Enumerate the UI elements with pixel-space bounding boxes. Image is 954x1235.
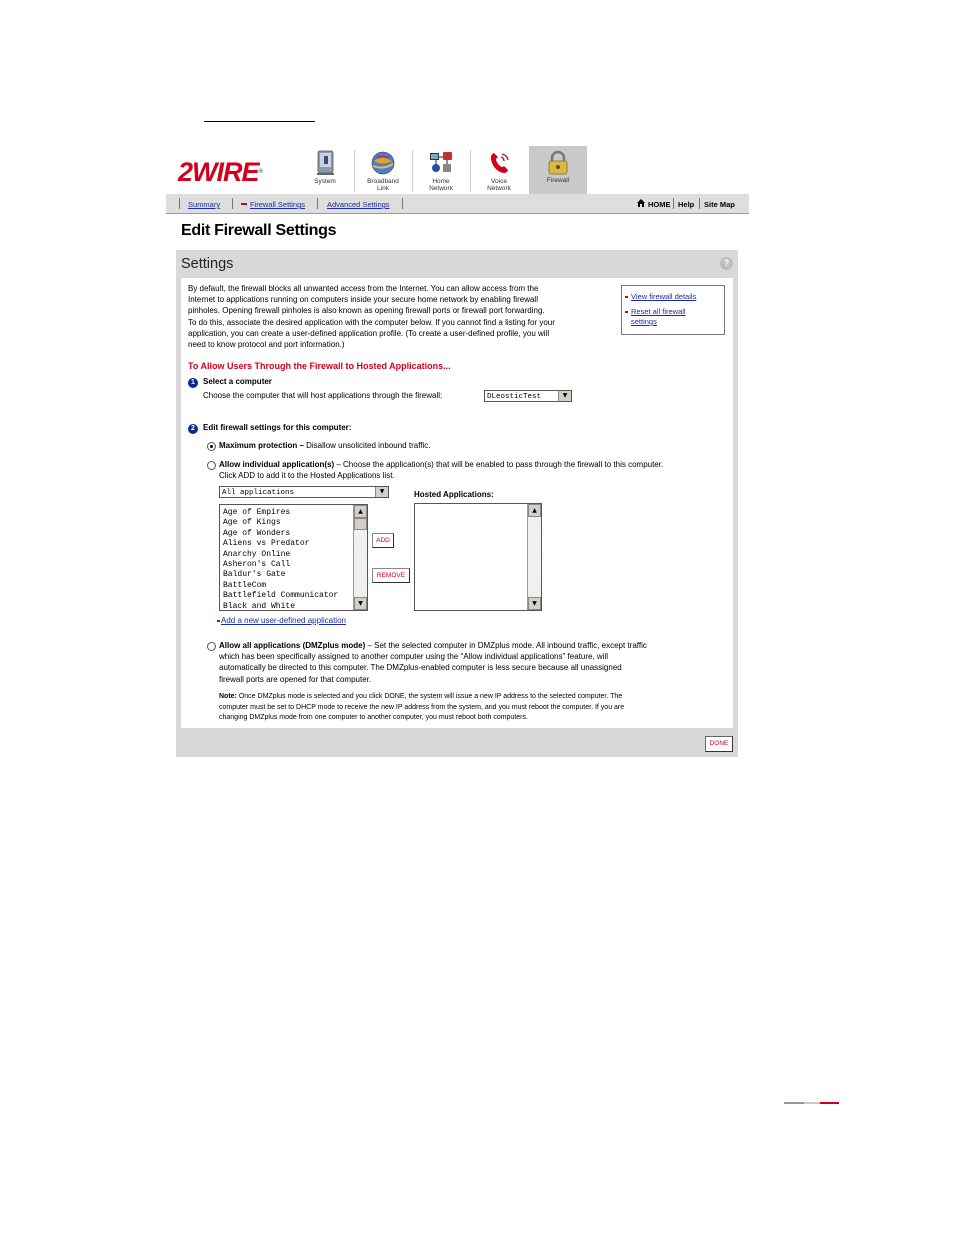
individual-apps-label: Allow individual application(s) — [219, 460, 335, 469]
side-links-box — [621, 285, 725, 335]
subnav-advanced-settings-link[interactable]: Advanced Settings — [327, 200, 390, 209]
chevron-down-icon: ▼ — [375, 487, 388, 497]
tab-home-network[interactable] — [413, 146, 469, 194]
settings-panel — [176, 250, 738, 757]
dmzplus-line: which has been specifically assigned to another computer using the "Allow individual applications" feature, will — [219, 652, 609, 662]
dmzplus-note — [219, 692, 731, 724]
dmzplus-line: firewall ports are opened for that computer. — [219, 674, 372, 684]
dmzplus-line: automatically be directed to this computer. The DMZplus-enabled computer is less secure because all unassigned — [219, 663, 622, 673]
list-item[interactable]: Battlefield Communicator — [223, 591, 339, 601]
note-line: computer must be set to DHCP mode to receive the new IP address from the system, and you must reboot the computer. If you are — [219, 703, 625, 711]
intro-line: To do this, associate the desired application with the computer below. If you cannot find a listing for your — [188, 317, 555, 327]
tab-voice-label-2: Network — [487, 185, 511, 192]
add-button[interactable]: ADD — [372, 533, 394, 548]
hosted-applications-list[interactable] — [414, 503, 542, 611]
footer-bar-light — [804, 1102, 820, 1104]
tab-system-label: System — [314, 178, 336, 185]
scroll-down-icon[interactable]: ▼ — [528, 597, 541, 610]
intro-text — [188, 283, 616, 350]
active-indicator — [241, 203, 247, 205]
bullet — [625, 311, 628, 313]
scroll-down-icon[interactable]: ▼ — [354, 597, 367, 610]
applications-list-items — [223, 508, 338, 612]
dmzplus-option — [219, 640, 731, 685]
section-heading: To Allow Users Through the Firewall to Hosted Applications... — [188, 361, 451, 371]
dmzplus-label: Allow all applications (DMZplus mode) — [219, 641, 366, 650]
list-item[interactable]: Black and White — [223, 601, 296, 611]
list-item[interactable]: Asheron's Call — [223, 560, 291, 570]
home-network-icon — [427, 149, 455, 177]
subnav-separator — [317, 198, 318, 209]
note-line: changing DMZplus mode from one computer to another computer, you must reboot both computers. — [219, 714, 528, 721]
page-title: Edit Firewall Settings — [181, 222, 337, 239]
intro-line: need to know protocol and port information.) — [188, 340, 345, 350]
reset-link-line2: settings — [631, 317, 657, 326]
tab-broadband-label-2: Link — [377, 185, 389, 192]
remove-button[interactable]: REMOVE — [372, 568, 410, 583]
computer-select-value: DLeosticTest — [487, 393, 542, 401]
footer-bar-red — [820, 1102, 839, 1104]
tab-voice-label: Voice — [491, 178, 507, 185]
applications-scrollbar[interactable] — [353, 505, 367, 610]
max-protection-label: Maximum protection – — [219, 441, 304, 450]
subnav-separator — [179, 198, 180, 209]
settings-content — [181, 278, 733, 728]
individual-apps-radio[interactable] — [207, 461, 216, 470]
list-item[interactable]: Anarchy Online — [223, 549, 291, 559]
subnav-firewall-settings-link[interactable]: Firewall Settings — [250, 200, 306, 209]
scroll-thumb[interactable] — [354, 518, 367, 530]
panel-title: Settings — [181, 256, 234, 272]
individual-apps-option — [219, 459, 731, 481]
sub-navigation — [166, 194, 749, 214]
intro-line: Internet to applications running on computers inside your secure home network by enabling firewall — [188, 295, 538, 305]
note-line: Once DMZplus mode is selected and you click DONE, the system will issue a new IP address to the selected computer. The — [236, 693, 623, 700]
help-link[interactable]: Help — [678, 200, 695, 209]
system-icon — [311, 149, 339, 177]
application-filter-select[interactable] — [219, 486, 389, 498]
subnav-separator — [699, 198, 700, 209]
dmzplus-radio[interactable] — [207, 642, 216, 651]
home-link[interactable]: HOME — [648, 200, 671, 209]
tab-broadband-label: Broadband — [367, 178, 399, 185]
tab-voice-network[interactable] — [471, 146, 527, 194]
view-firewall-details-link[interactable]: View firewall details — [631, 292, 697, 301]
intro-line: By default, the firewall blocks all unwanted access from the Internet. You can allow access from the — [188, 284, 539, 293]
tab-system[interactable] — [297, 146, 353, 194]
chevron-down-icon: ▼ — [558, 391, 571, 401]
tab-home-label-2: Network — [429, 185, 453, 192]
intro-line: pinholes. Opening firewall pinholes is also known as opening firewall ports or firewall port forwarding. — [188, 306, 545, 316]
list-item[interactable]: BattleCom — [223, 580, 267, 590]
intro-line: application, you can create a user-defined application profile. (To create a user-defined profile, you will — [188, 328, 550, 338]
reset-firewall-link[interactable] — [631, 307, 686, 327]
tab-home-label: Home — [432, 178, 450, 185]
list-item[interactable]: Baldur's Gate — [223, 570, 286, 580]
hosted-applications-label: Hosted Applications: — [414, 490, 494, 499]
applications-list[interactable] — [219, 504, 368, 611]
done-button[interactable]: DONE — [705, 736, 733, 752]
tab-firewall[interactable] — [529, 146, 587, 194]
subnav-separator — [673, 198, 674, 209]
hosted-scrollbar[interactable] — [527, 504, 541, 610]
brand-logo[interactable]: 2WIRE® — [178, 157, 262, 187]
application-filter-value: All applications — [222, 489, 295, 497]
home-icon — [636, 198, 646, 208]
individual-apps-text: – Choose the application(s) that will be enabled to pass through the firewall to this computer. — [334, 460, 664, 469]
list-item[interactable]: Aliens vs Predator — [223, 539, 310, 549]
step-1-badge: 1 — [188, 378, 198, 388]
max-protection-option — [219, 440, 431, 451]
phone-icon — [485, 149, 513, 177]
app-header — [166, 146, 749, 194]
step-2-badge: 2 — [188, 424, 198, 434]
step-1-text: Choose the computer that will host applications through the firewall: — [203, 391, 443, 400]
footer-bar-gray — [784, 1102, 804, 1104]
bullet — [625, 296, 628, 298]
list-item[interactable]: Age of Empires — [223, 508, 291, 517]
computer-select[interactable] — [484, 390, 572, 402]
bullet — [217, 620, 220, 622]
step-2-title: Edit firewall settings for this computer: — [203, 423, 352, 432]
step-1-title: Select a computer — [203, 377, 272, 386]
top-rule — [204, 121, 315, 122]
scroll-up-icon[interactable]: ▲ — [528, 504, 541, 517]
site-map-link[interactable]: Site Map — [704, 200, 735, 209]
max-protection-radio[interactable] — [207, 442, 216, 451]
subnav-separator — [232, 198, 233, 209]
note-label: Note: — [219, 693, 237, 700]
tab-firewall-label: Firewall — [546, 177, 570, 184]
max-protection-text: Disallow unsolicited inbound traffic. — [303, 441, 431, 450]
subnav-summary-link[interactable]: Summary — [188, 200, 221, 209]
individual-apps-text-2: Click ADD to add it to the Hosted Applications list. — [219, 471, 395, 481]
dmzplus-line: – Set the selected computer in DMZplus mode. All inbound traffic, except traffic — [365, 641, 647, 650]
reset-link-line1: Reset all firewall — [631, 307, 686, 316]
list-item[interactable]: Age of Wonders — [223, 528, 291, 538]
padlock-icon — [544, 149, 572, 177]
scroll-up-icon[interactable]: ▲ — [354, 505, 367, 518]
list-item[interactable]: Age of Kings — [223, 518, 281, 528]
help-icon[interactable]: ? — [720, 257, 733, 270]
globe-icon — [369, 149, 397, 177]
tab-broadband-link[interactable] — [355, 146, 411, 194]
subnav-separator — [402, 198, 403, 209]
add-user-defined-app-link[interactable]: Add a new user-defined application — [221, 616, 346, 625]
